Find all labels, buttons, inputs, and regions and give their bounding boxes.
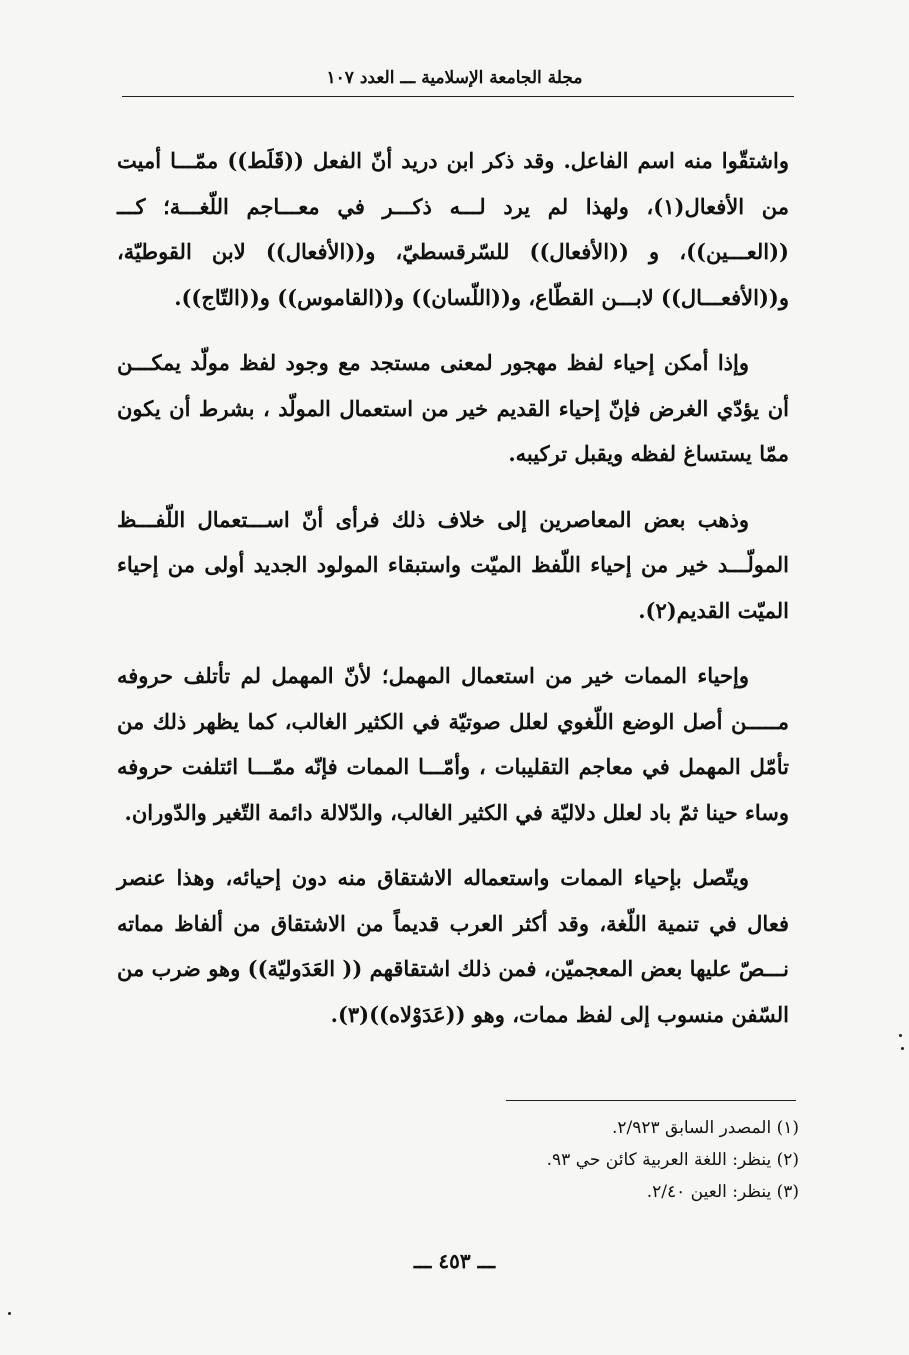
footnote-rule — [506, 1100, 796, 1101]
paragraph-5: ويتّصل بإحياء الممات واستعماله الاشتقاق منه دون إحيائه، وهذا عنصر فعال في تنمية اللّغة، وقد أكثر العرب قديماً من الاشتقاق من ألفاظ مماته نـــصّ عليها بعض المعجميّن، فمن ذلك اشتقاقهم (( العَدَوليّة)) وهو ضرب من السّفن منسوب إلى لفظ ممات، وهو ((عَدَوْلاه))(٣). — [117, 865, 789, 1027]
paragraph-3: وذهب بعض المعاصرين إلى خلاف ذلك فرأى أنّ اســـتعمال اللّفـــظ المولّـــد خير من إحياء اللّفظ الميّت واستبقاء المولود الجديد أولى من إحياء الميّت القديم(٢). — [117, 506, 789, 623]
scan-speck — [901, 1047, 904, 1050]
page-number: ـــ ٤٥٣ ـــ — [413, 1249, 496, 1273]
footnote-2: (٢) ينظر: اللغة العربية كائن حي ٩٣. — [546, 1150, 799, 1170]
main-text — [117, 138, 789, 1057]
footnotes — [299, 1112, 799, 1208]
paragraph-4: وإحياء الممات خير من استعمال المهمل؛ لأنّ المهمل لم تأتلف حروفه مـــــن أصل الوضع اللّغوي لعلل صوتيّة في الكثير الغالب، كما يظهر ذلك من تأمّل المهمل في معاجم التقليبات ، وأمّـــا الممات فإنّه ممّـــا ائتلفت حروفه وساء حينا ثمّ باد لعلل دلاليّة في الكثير الغالب، والدّلالة دائمة التّغير والدّوران. — [117, 663, 789, 825]
scan-speck — [8, 1312, 11, 1315]
paragraph-2: وإذا أمكن إحياء لفظ مهجور لمعنى مستجد مع وجود لفظ مولّد يمكـــن أن يؤدّي الغرض فإنّ إحياء القديم خير من استعمال المولّد ، بشرط أن يكون ممّا يستساغ لفظه ويقبل تركيبه. — [117, 350, 789, 466]
scan-speck — [899, 1034, 902, 1037]
footnote-1: (١) المصدر السابق ٢/٩٢٣. — [611, 1118, 799, 1138]
footnote-3: (٣) ينظر: العين ٢/٤٠. — [646, 1182, 799, 1202]
paragraph-1: واشتقّوا منه اسم الفاعل. وقد ذكر ابن دريد أنّ الفعل ((قَلَط)) ممّـــا أميت من الأفعال(١)، ولهذا لم يرد لـــه ذكـــر في معـــاجم اللّغـــة؛ كـــ ((العـــين))، و ((الأفعال)) للسّرقسطيّ، و((الأفعال)) لابن القوطيّة، و((الأفعـــال)) لابـــن القطّاع، و((اللّسان)) و((القاموس)) و((التّاج)). — [117, 148, 789, 310]
running-header: مجلة الجامعة الإسلامية ـــ العدد ١٠٧ — [326, 68, 583, 88]
header-rule — [122, 96, 794, 97]
